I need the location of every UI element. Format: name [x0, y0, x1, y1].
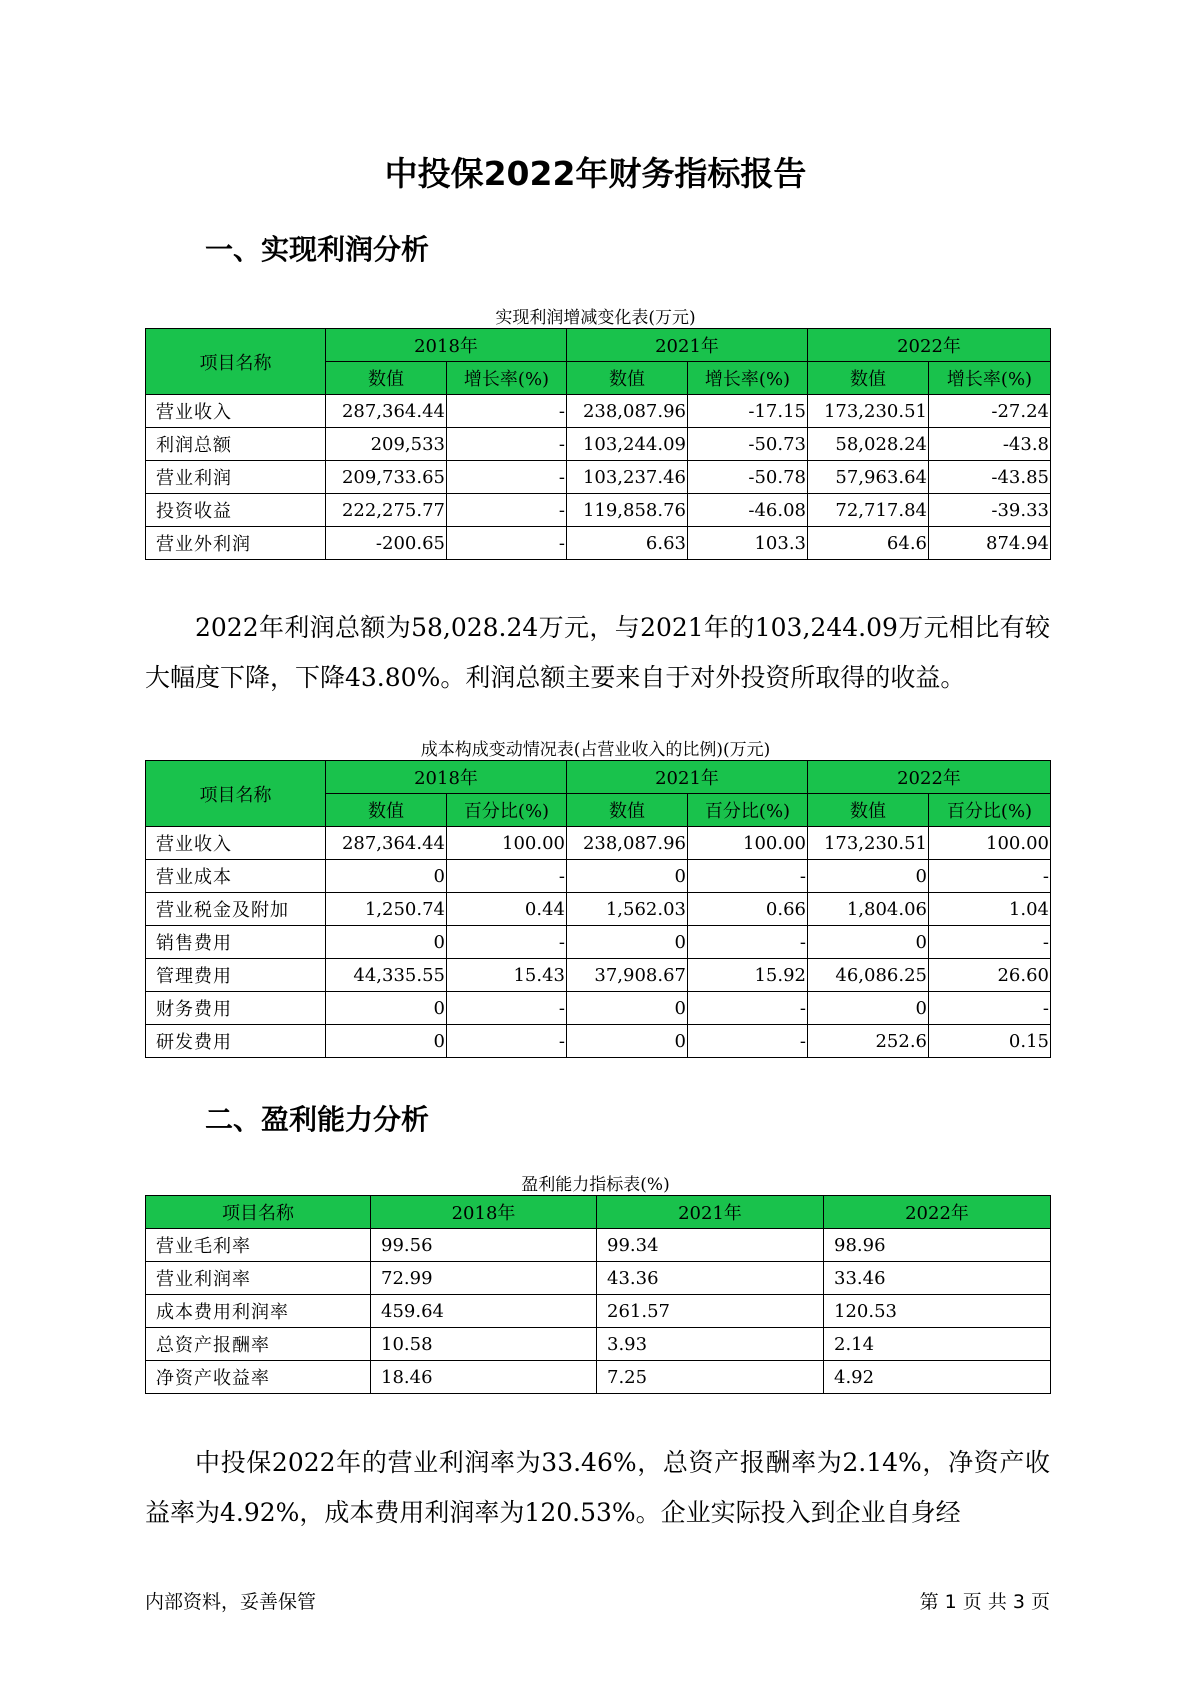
cell: 222,275.77 — [326, 494, 447, 527]
cost-structure-table — [145, 760, 1051, 1058]
cell: 0.15 — [929, 1025, 1051, 1058]
page-number: 第 1 页 共 3 页 — [919, 1591, 1050, 1613]
cell: 287,364.44 — [326, 827, 447, 860]
cell: 10.58 — [371, 1328, 597, 1361]
cell: -200.65 — [326, 527, 447, 560]
cell: -50.78 — [688, 461, 808, 494]
cell: 7.25 — [597, 1361, 824, 1394]
section-heading-profitability: 二、盈利能力分析 — [205, 1103, 430, 1136]
table1-caption: 实现利润增减变化表(万元) — [495, 308, 696, 328]
row-label: 净资产收益率 — [146, 1361, 371, 1394]
cell: 100.00 — [447, 827, 567, 860]
cell: 3.93 — [597, 1328, 824, 1361]
cell: 46,086.25 — [808, 959, 929, 992]
cell: - — [447, 461, 567, 494]
row-label: 总资产报酬率 — [146, 1328, 371, 1361]
cell: 1.04 — [929, 893, 1051, 926]
cell: 459.64 — [371, 1295, 597, 1328]
header-percent: 百分比(%) — [447, 794, 567, 827]
cell: - — [688, 860, 808, 893]
cell: 0 — [567, 860, 688, 893]
table-row — [146, 1229, 1051, 1262]
cell: 44,335.55 — [326, 959, 447, 992]
cell: -27.24 — [929, 395, 1051, 428]
profitability-table — [145, 1195, 1051, 1394]
cell: 99.34 — [597, 1229, 824, 1262]
cell: 103,244.09 — [567, 428, 688, 461]
table-row — [146, 428, 1051, 461]
table-row — [146, 1361, 1051, 1394]
table-row — [146, 494, 1051, 527]
row-label: 营业收入 — [146, 827, 326, 860]
cell: 43.36 — [597, 1262, 824, 1295]
header-year: 2018年 — [326, 761, 567, 794]
cell: - — [447, 494, 567, 527]
cell: 33.46 — [824, 1262, 1051, 1295]
cell: 99.56 — [371, 1229, 597, 1262]
table-row — [146, 893, 1051, 926]
cell: 0 — [567, 992, 688, 1025]
cell: 72,717.84 — [808, 494, 929, 527]
cell: 100.00 — [688, 827, 808, 860]
cell: - — [929, 860, 1051, 893]
cell: 1,250.74 — [326, 893, 447, 926]
header-item-name: 项目名称 — [146, 329, 326, 395]
paragraph-text: 中投保2022年的营业利润率为33.46%，总资产报酬率为2.14%，净资产收益率为4.92%，成本费用利润率为120.53%。企业实际投入到企业自身经 — [145, 1448, 1050, 1527]
cell: -46.08 — [688, 494, 808, 527]
row-label: 营业利润率 — [146, 1262, 371, 1295]
cell: 57,963.64 — [808, 461, 929, 494]
header-item-name: 项目名称 — [146, 1196, 371, 1229]
profit-change-table — [145, 328, 1051, 560]
row-label: 营业成本 — [146, 860, 326, 893]
row-label: 营业利润 — [146, 461, 326, 494]
cell: 58,028.24 — [808, 428, 929, 461]
table-row — [146, 1295, 1051, 1328]
cell: -39.33 — [929, 494, 1051, 527]
header-year: 2022年 — [808, 329, 1051, 362]
cell: -43.8 — [929, 428, 1051, 461]
cell: 238,087.96 — [567, 395, 688, 428]
cell: 119,858.76 — [567, 494, 688, 527]
cell: - — [929, 926, 1051, 959]
cell: 0.66 — [688, 893, 808, 926]
cell: 0 — [326, 926, 447, 959]
cell: - — [447, 926, 567, 959]
table-row — [146, 461, 1051, 494]
cell: 209,733.65 — [326, 461, 447, 494]
row-label: 销售费用 — [146, 926, 326, 959]
row-label: 营业收入 — [146, 395, 326, 428]
cell: 4.92 — [824, 1361, 1051, 1394]
document-title: 中投保2022年财务指标报告 — [384, 154, 807, 193]
header-value: 数值 — [808, 794, 929, 827]
row-label: 营业税金及附加 — [146, 893, 326, 926]
cell: 287,364.44 — [326, 395, 447, 428]
header-year: 2022年 — [824, 1196, 1051, 1229]
cell: 0 — [567, 926, 688, 959]
table-row — [146, 992, 1051, 1025]
cell: 18.46 — [371, 1361, 597, 1394]
header-growth-rate: 增长率(%) — [688, 362, 808, 395]
header-year: 2021年 — [597, 1196, 824, 1229]
table-row — [146, 926, 1051, 959]
profit-analysis-paragraph — [145, 603, 1050, 703]
cell: - — [447, 992, 567, 1025]
cell: 173,230.51 — [808, 395, 929, 428]
row-label: 投资收益 — [146, 494, 326, 527]
table3-caption: 盈利能力指标表(%) — [521, 1175, 670, 1195]
cell: 2.14 — [824, 1328, 1051, 1361]
cell: 0 — [326, 1025, 447, 1058]
cell: 103.3 — [688, 527, 808, 560]
table-row — [146, 1025, 1051, 1058]
cell: 209,533 — [326, 428, 447, 461]
table-row — [146, 959, 1051, 992]
table-row — [146, 860, 1051, 893]
cell: -43.85 — [929, 461, 1051, 494]
cell: 103,237.46 — [567, 461, 688, 494]
cell: -50.73 — [688, 428, 808, 461]
footer-confidential-note: 内部资料，妥善保管 — [145, 1591, 317, 1613]
cell: - — [688, 926, 808, 959]
cell: - — [447, 860, 567, 893]
cell: 0 — [326, 860, 447, 893]
cell: 261.57 — [597, 1295, 824, 1328]
cell: 15.43 — [447, 959, 567, 992]
table-row — [146, 827, 1051, 860]
profitability-paragraph — [145, 1438, 1050, 1538]
row-label: 营业毛利率 — [146, 1229, 371, 1262]
cell: 64.6 — [808, 527, 929, 560]
cell: 1,562.03 — [567, 893, 688, 926]
table-row — [146, 527, 1051, 560]
cell: 120.53 — [824, 1295, 1051, 1328]
header-value: 数值 — [567, 362, 688, 395]
row-label: 营业外利润 — [146, 527, 326, 560]
header-percent: 百分比(%) — [688, 794, 808, 827]
cell: 15.92 — [688, 959, 808, 992]
table2-caption: 成本构成变动情况表(占营业收入的比例)(万元) — [420, 740, 771, 760]
header-percent: 百分比(%) — [929, 794, 1051, 827]
cell: 173,230.51 — [808, 827, 929, 860]
cell: 0.44 — [447, 893, 567, 926]
paragraph-text: 2022年利润总额为58,028.24万元，与2021年的103,244.09万元相比有较大幅度下降，下降43.80%。利润总额主要来自于对外投资所取得的收益。 — [145, 613, 1050, 692]
header-item-name: 项目名称 — [146, 761, 326, 827]
table-row — [146, 395, 1051, 428]
cell: - — [929, 992, 1051, 1025]
cell: - — [447, 527, 567, 560]
header-growth-rate: 增长率(%) — [929, 362, 1051, 395]
header-year: 2021年 — [567, 329, 808, 362]
cell: 1,804.06 — [808, 893, 929, 926]
header-value: 数值 — [326, 362, 447, 395]
table-row — [146, 1262, 1051, 1295]
cell: 874.94 — [929, 527, 1051, 560]
cell: 100.00 — [929, 827, 1051, 860]
header-value: 数值 — [326, 794, 447, 827]
cell: 0 — [808, 992, 929, 1025]
cell: 0 — [567, 1025, 688, 1058]
cell: - — [447, 395, 567, 428]
cell: 26.60 — [929, 959, 1051, 992]
cell: - — [447, 1025, 567, 1058]
cell: 0 — [808, 926, 929, 959]
cell: 0 — [326, 992, 447, 1025]
row-label: 研发费用 — [146, 1025, 326, 1058]
row-label: 财务费用 — [146, 992, 326, 1025]
table-row — [146, 1328, 1051, 1361]
section-heading-profit: 一、实现利润分析 — [205, 233, 430, 266]
cell: 252.6 — [808, 1025, 929, 1058]
cell: 37,908.67 — [567, 959, 688, 992]
row-label: 利润总额 — [146, 428, 326, 461]
header-year: 2022年 — [808, 761, 1051, 794]
cell: 0 — [808, 860, 929, 893]
cell: 72.99 — [371, 1262, 597, 1295]
cell: - — [447, 428, 567, 461]
row-label: 成本费用利润率 — [146, 1295, 371, 1328]
row-label: 管理费用 — [146, 959, 326, 992]
cell: 98.96 — [824, 1229, 1051, 1262]
cell: - — [688, 1025, 808, 1058]
cell: - — [688, 992, 808, 1025]
cell: 238,087.96 — [567, 827, 688, 860]
header-year: 2018年 — [326, 329, 567, 362]
header-year: 2021年 — [567, 761, 808, 794]
header-value: 数值 — [808, 362, 929, 395]
header-value: 数值 — [567, 794, 688, 827]
cell: 6.63 — [567, 527, 688, 560]
header-growth-rate: 增长率(%) — [447, 362, 567, 395]
cell: -17.15 — [688, 395, 808, 428]
header-year: 2018年 — [371, 1196, 597, 1229]
